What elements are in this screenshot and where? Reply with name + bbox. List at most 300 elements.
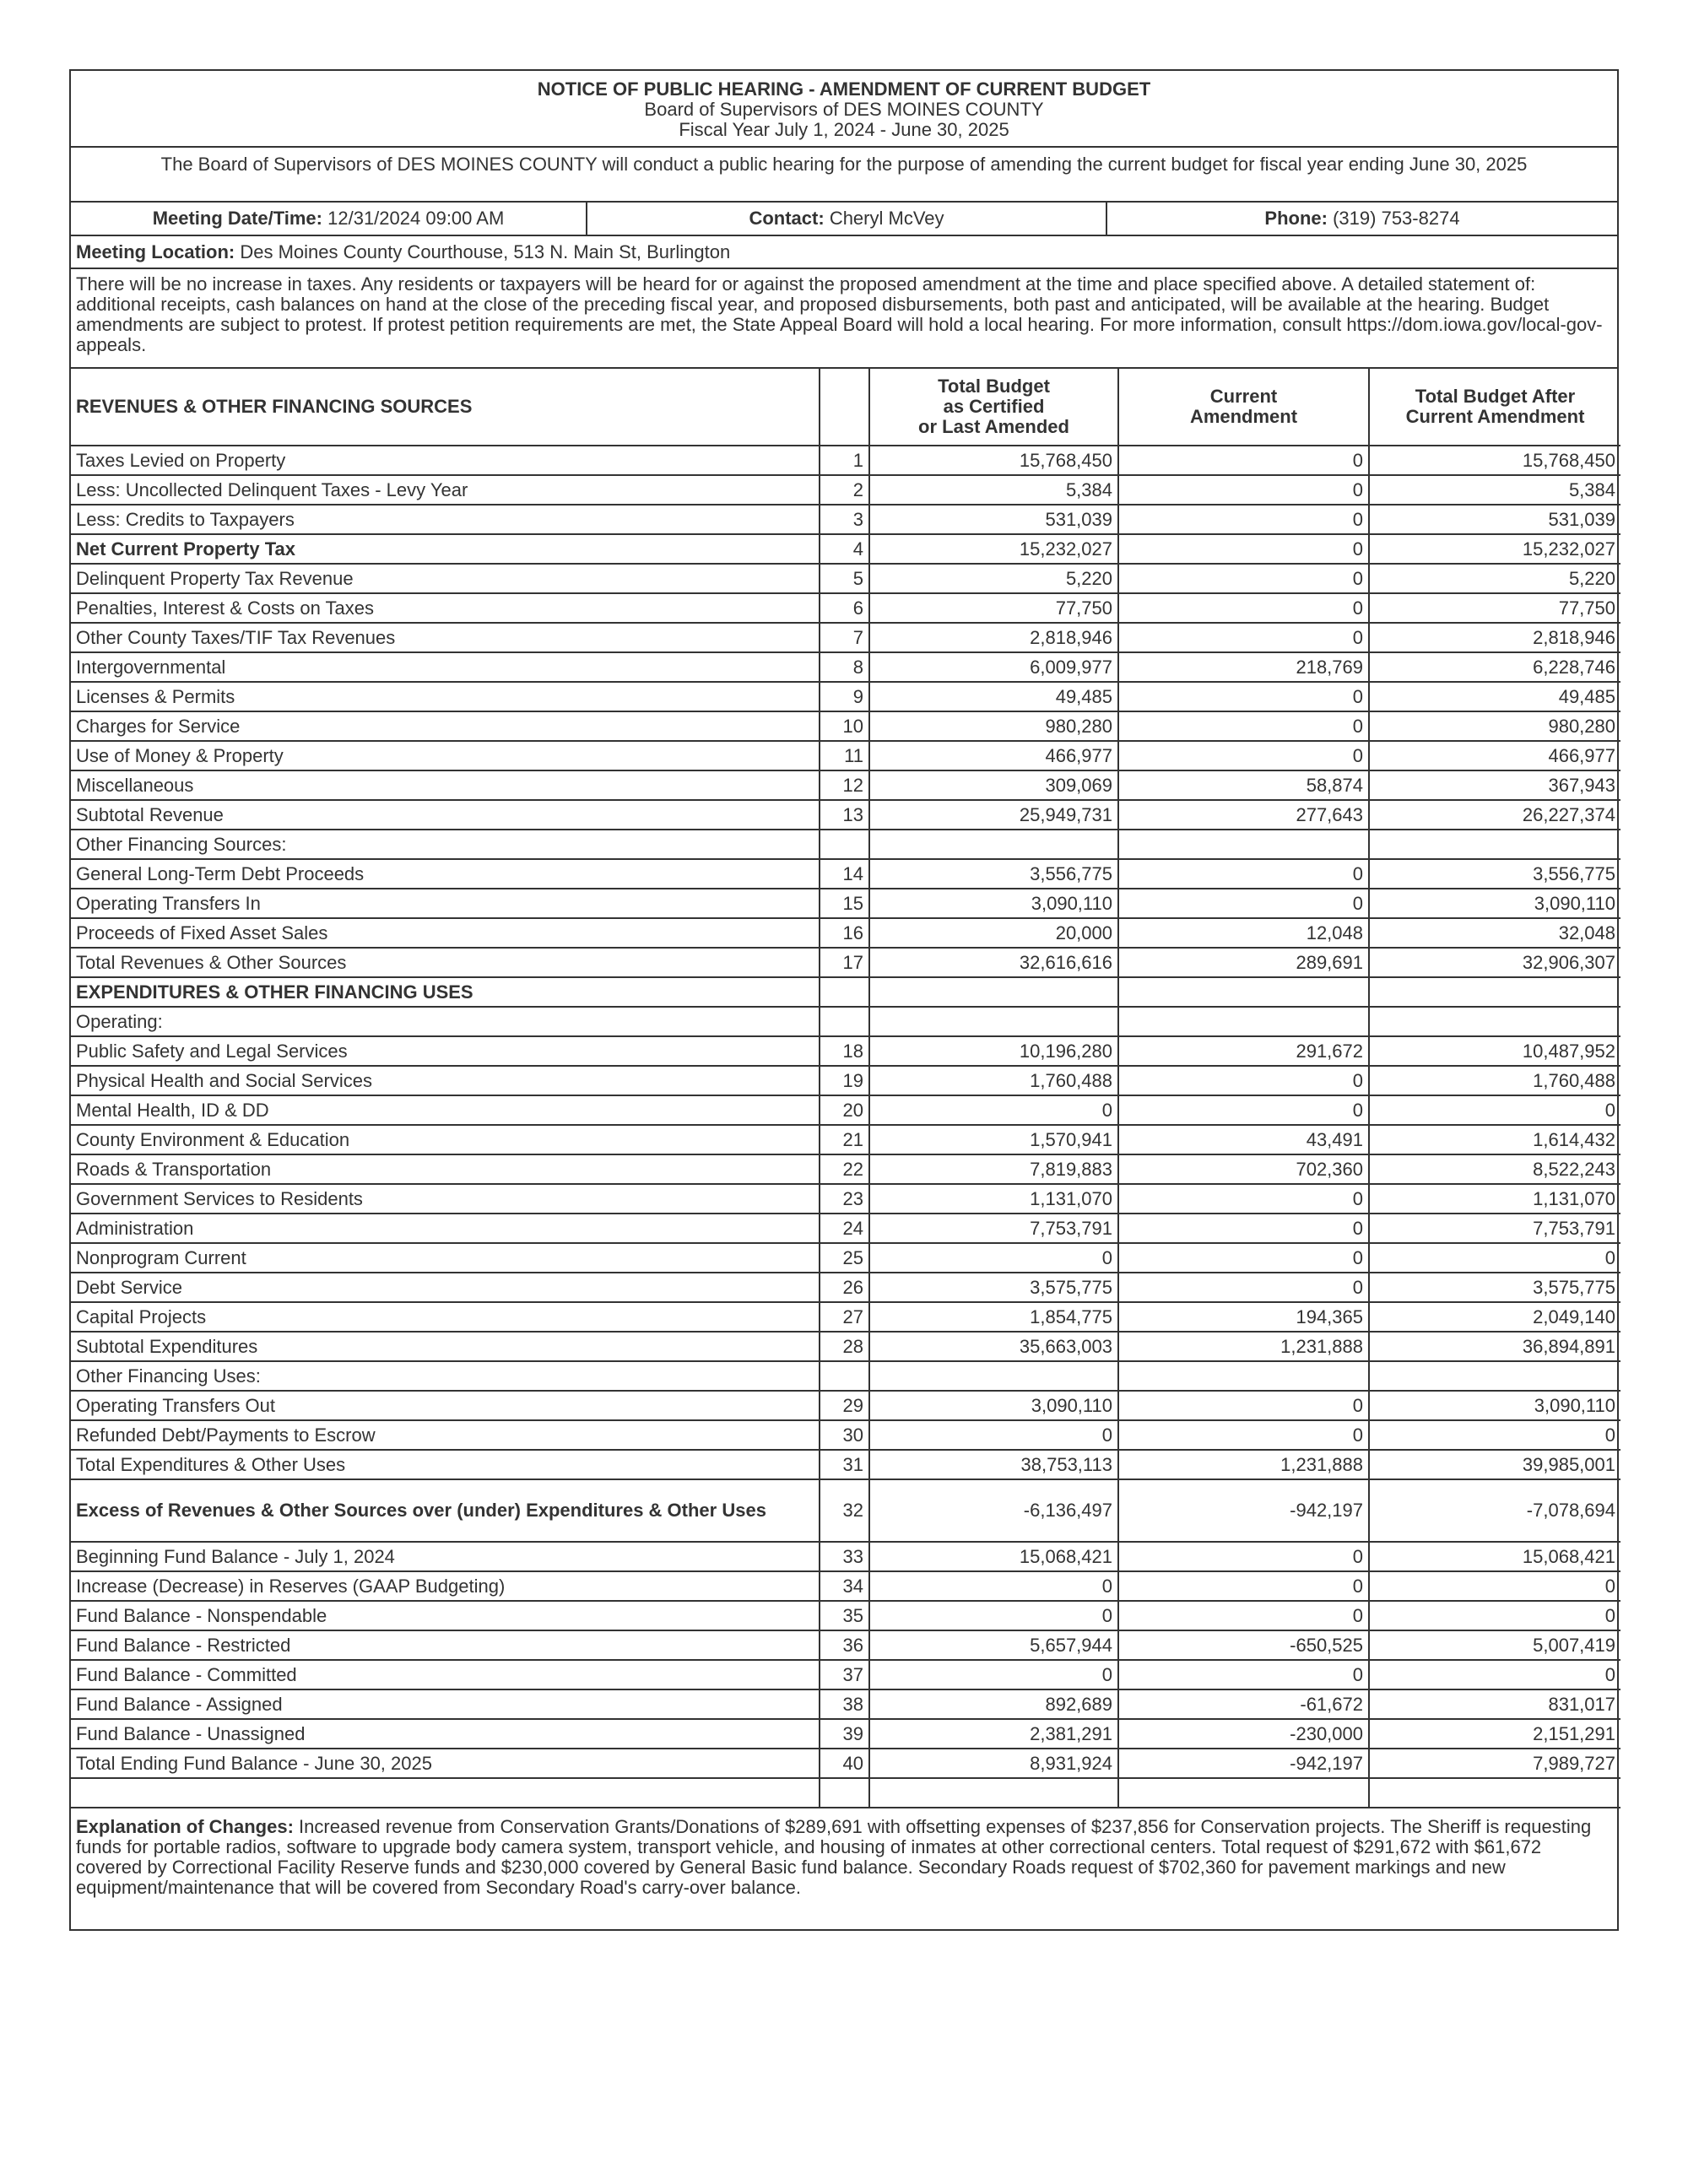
certified-amount [869,977,1118,1007]
amendment-amount: 0 [1118,505,1369,534]
after-amendment-amount: 32,048 [1369,918,1620,948]
table-row [71,1479,1620,1542]
contact-value: Cheryl McVey [829,208,944,229]
table-row [71,534,1620,564]
table-row [71,1302,1620,1332]
line-number: 37 [820,1660,869,1689]
amendment-amount [1118,1007,1369,1036]
certified-header-line2: as Certified [943,396,1045,417]
after-amendment-amount: 26,227,374 [1369,800,1620,830]
certified-amount: 15,068,421 [869,1542,1118,1571]
explanation-text: Increased revenue from Conservation Grants/Donations of $289,691 with offsetting expenses of $237,856 for Conservation projects. The Sheriff is requesting funds for portable radios, software to upgrade body camera system, transport vehicle, and housing of inmates at other correctional centers. Total request of $291,672 with $61,672 covered by Correctional Facility Reserve funds and $230,000 covered by General Basic fund balance. Secondary Roads request of $702,360 for pavement markings and new equipment/maintenance that will be covered from Secondary Road's carry-over balance. [76,1816,1592,1898]
table-row [71,800,1620,830]
amendment-amount: 289,691 [1118,948,1369,977]
amendment-amount: 0 [1118,1184,1369,1214]
meeting-phone [1107,203,1617,235]
table-row [71,1601,1620,1630]
after-amendment-amount [1369,977,1620,1007]
table-row [71,1214,1620,1243]
table-row [71,948,1620,977]
table-row [71,1630,1620,1660]
amendment-amount: 0 [1118,1542,1369,1571]
line-number: 7 [820,623,869,652]
after-amendment-amount: 15,232,027 [1369,534,1620,564]
line-number: 19 [820,1066,869,1095]
notice-header [71,71,1617,148]
line-number: 13 [820,800,869,830]
meeting-datetime [71,203,587,235]
row-label: Subtotal Expenditures [71,1332,820,1361]
table-row [71,1749,1620,1778]
meeting-datetime-label: Meeting Date/Time: [152,208,322,229]
amendment-amount: 0 [1118,1273,1369,1302]
certified-amount: 15,768,450 [869,446,1118,475]
line-number: 2 [820,475,869,505]
certified-amount: 1,570,941 [869,1125,1118,1154]
table-row [71,1571,1620,1601]
amendment-amount: 291,672 [1118,1036,1369,1066]
disclaimer-text: There will be no increase in taxes. Any residents or taxpayers will be heard for or against the proposed amendment at the time and place specified above. A detailed statement of: additional receipts, cash balances on hand at the close of the preceding fiscal year, and proposed disbursements, both past and anticipated, will be available at the hearing. Budget amendments are subject to protest. If protest petition requirements are met, the State Appeal Board will hold a local hearing. For more information, consult https://dom.iowa.gov/local-gov-appeals. [71,269,1617,369]
row-label: Fund Balance - Committed [71,1660,820,1689]
certified-amount: 309,069 [869,770,1118,800]
row-label: Use of Money & Property [71,741,820,770]
row-label: Roads & Transportation [71,1154,820,1184]
amendment-header-line2: Amendment [1189,406,1298,427]
certified-amount: 5,220 [869,564,1118,593]
after-amendment-amount: 6,228,746 [1369,652,1620,682]
certified-amount: 8,931,924 [869,1749,1118,1778]
table-row [71,593,1620,623]
table-row [71,564,1620,593]
after-amendment-amount: 831,017 [1369,1689,1620,1719]
certified-amount: 49,485 [869,682,1118,711]
certified-amount: 3,090,110 [869,889,1118,918]
row-label [71,1778,820,1808]
notice-title: NOTICE OF PUBLIC HEARING - AMENDMENT OF CURRENT BUDGET [537,78,1151,100]
amendment-amount: 0 [1118,446,1369,475]
line-number: 5 [820,564,869,593]
table-row [71,1778,1620,1808]
amendment-amount [1118,1778,1369,1808]
table-row [71,1007,1620,1036]
after-amendment-amount [1369,830,1620,859]
row-label: EXPENDITURES & OTHER FINANCING USES [71,977,820,1007]
certified-header-line3: or Last Amended [918,416,1069,437]
line-number [820,1361,869,1391]
amendment-amount: 0 [1118,1243,1369,1273]
after-amendment-amount: 49,485 [1369,682,1620,711]
amendment-header-line1: Current [1209,386,1278,407]
budget-amendment-notice [69,69,1619,1931]
row-label: Penalties, Interest & Costs on Taxes [71,593,820,623]
current-amendment-header [1118,369,1369,446]
table-row [71,1125,1620,1154]
certified-amount: -6,136,497 [869,1479,1118,1542]
after-amendment-amount: 8,522,243 [1369,1154,1620,1184]
table-row [71,711,1620,741]
amendment-amount: 1,231,888 [1118,1450,1369,1479]
certified-amount: 6,009,977 [869,652,1118,682]
line-number: 24 [820,1214,869,1243]
table-row [71,1154,1620,1184]
table-row [71,1420,1620,1450]
line-number [820,977,869,1007]
table-row [71,1391,1620,1420]
table-row [71,1542,1620,1571]
after-amendment-amount: 15,768,450 [1369,446,1620,475]
location-label: Meeting Location: [76,241,235,262]
after-amendment-amount: 2,818,946 [1369,623,1620,652]
table-row [71,446,1620,475]
amendment-amount: 0 [1118,1214,1369,1243]
after-amendment-amount: 1,131,070 [1369,1184,1620,1214]
certified-amount: 5,384 [869,475,1118,505]
amendment-amount: 0 [1118,1601,1369,1630]
line-number: 25 [820,1243,869,1273]
line-number: 10 [820,711,869,741]
after-amendment-amount: 0 [1369,1571,1620,1601]
table-row [71,1273,1620,1302]
amendment-amount: -650,525 [1118,1630,1369,1660]
table-row [71,475,1620,505]
after-amendment-amount: 5,220 [1369,564,1620,593]
certified-amount: 1,760,488 [869,1066,1118,1095]
certified-amount: 35,663,003 [869,1332,1118,1361]
table-row [71,1450,1620,1479]
line-number: 23 [820,1184,869,1214]
table-row [71,1689,1620,1719]
amendment-amount: 218,769 [1118,652,1369,682]
line-number: 16 [820,918,869,948]
certified-amount: 2,818,946 [869,623,1118,652]
certified-amount: 3,090,110 [869,1391,1118,1420]
explanation-label: Explanation of Changes: [76,1816,294,1837]
amendment-amount: -61,672 [1118,1689,1369,1719]
row-label: Mental Health, ID & DD [71,1095,820,1125]
table-header-row [71,369,1620,446]
contact-label: Contact: [749,208,825,229]
line-number: 36 [820,1630,869,1660]
certified-amount: 77,750 [869,593,1118,623]
after-amendment-amount: 7,753,791 [1369,1214,1620,1243]
after-amendment-amount: 0 [1369,1601,1620,1630]
line-number: 17 [820,948,869,977]
row-label: Government Services to Residents [71,1184,820,1214]
amendment-amount: 1,231,888 [1118,1332,1369,1361]
certified-budget-header [869,369,1118,446]
row-label: Excess of Revenues & Other Sources over (under) Expenditures & Other Uses [71,1479,820,1542]
certified-amount: 0 [869,1420,1118,1450]
line-number: 21 [820,1125,869,1154]
table-row [71,505,1620,534]
after-amendment-amount: 32,906,307 [1369,948,1620,977]
amendment-amount: 58,874 [1118,770,1369,800]
certified-amount: 15,232,027 [869,534,1118,564]
certified-header-line1: Total Budget [938,376,1050,397]
row-label: County Environment & Education [71,1125,820,1154]
row-label: Intergovernmental [71,652,820,682]
after-amendment-amount: 5,007,419 [1369,1630,1620,1660]
after-amendment-amount: 0 [1369,1420,1620,1450]
budget-table [71,369,1620,1808]
amendment-amount: 702,360 [1118,1154,1369,1184]
row-label: Administration [71,1214,820,1243]
meeting-location [71,236,1617,269]
after-amendment-amount: 3,575,775 [1369,1273,1620,1302]
row-label: Charges for Service [71,711,820,741]
line-number: 9 [820,682,869,711]
meeting-info-row [71,203,1617,236]
after-amendment-amount: 36,894,891 [1369,1332,1620,1361]
after-header-line1: Total Budget After [1415,386,1576,407]
row-label: Delinquent Property Tax Revenue [71,564,820,593]
intro-statement: The Board of Supervisors of DES MOINES COUNTY will conduct a public hearing for the purpose of amending the current budget for fiscal year ending June 30, 2025 [71,148,1617,203]
total-after-amendment-header [1369,369,1620,446]
after-amendment-amount: 531,039 [1369,505,1620,534]
certified-amount [869,1007,1118,1036]
row-label: Physical Health and Social Services [71,1066,820,1095]
amendment-amount: 0 [1118,1571,1369,1601]
meeting-contact [587,203,1107,235]
line-number: 6 [820,593,869,623]
row-label: Public Safety and Legal Services [71,1036,820,1066]
table-row [71,1660,1620,1689]
table-row [71,652,1620,682]
after-amendment-amount: 980,280 [1369,711,1620,741]
after-amendment-amount: 466,977 [1369,741,1620,770]
certified-amount: 531,039 [869,505,1118,534]
line-number: 31 [820,1450,869,1479]
certified-amount: 1,131,070 [869,1184,1118,1214]
line-number [820,1778,869,1808]
amendment-amount [1118,830,1369,859]
certified-amount: 3,575,775 [869,1273,1118,1302]
table-row [71,918,1620,948]
row-label: Subtotal Revenue [71,800,820,830]
after-amendment-amount: 3,090,110 [1369,889,1620,918]
row-label: Net Current Property Tax [71,534,820,564]
line-number: 33 [820,1542,869,1571]
row-label: General Long-Term Debt Proceeds [71,859,820,889]
line-number: 30 [820,1420,869,1450]
row-label: Other Financing Uses: [71,1361,820,1391]
table-row [71,1095,1620,1125]
after-amendment-amount: 1,614,432 [1369,1125,1620,1154]
line-number: 22 [820,1154,869,1184]
phone-label: Phone: [1264,208,1328,229]
row-label: Taxes Levied on Property [71,446,820,475]
certified-amount: 892,689 [869,1689,1118,1719]
row-label: Operating Transfers In [71,889,820,918]
table-row [71,623,1620,652]
certified-amount: 38,753,113 [869,1450,1118,1479]
amendment-amount: 0 [1118,534,1369,564]
after-amendment-amount [1369,1778,1620,1808]
amendment-amount: 0 [1118,1391,1369,1420]
row-label: Fund Balance - Nonspendable [71,1601,820,1630]
after-amendment-amount: 77,750 [1369,593,1620,623]
amendment-amount: 0 [1118,593,1369,623]
amendment-amount: 0 [1118,889,1369,918]
row-label: Increase (Decrease) in Reserves (GAAP Budgeting) [71,1571,820,1601]
after-amendment-amount: 5,384 [1369,475,1620,505]
line-number-header [820,369,869,446]
after-header-line2: Current Amendment [1405,406,1585,427]
after-amendment-amount: 10,487,952 [1369,1036,1620,1066]
line-number: 40 [820,1749,869,1778]
table-row [71,770,1620,800]
row-label: Fund Balance - Unassigned [71,1719,820,1749]
certified-amount: 0 [869,1095,1118,1125]
amendment-amount: 0 [1118,741,1369,770]
certified-amount: 5,657,944 [869,1630,1118,1660]
row-label: Other Financing Sources: [71,830,820,859]
table-row [71,741,1620,770]
certified-amount: 25,949,731 [869,800,1118,830]
certified-amount [869,1361,1118,1391]
table-row [71,1361,1620,1391]
amendment-amount: 43,491 [1118,1125,1369,1154]
certified-amount: 10,196,280 [869,1036,1118,1066]
line-number: 12 [820,770,869,800]
certified-amount: 0 [869,1571,1118,1601]
notice-subtitle: Board of Supervisors of DES MOINES COUNTY [644,99,1044,120]
certified-amount [869,830,1118,859]
table-row [71,1066,1620,1095]
amendment-amount: -942,197 [1118,1479,1369,1542]
row-label: Fund Balance - Restricted [71,1630,820,1660]
amendment-amount: 0 [1118,623,1369,652]
table-row [71,1036,1620,1066]
amendment-amount: 0 [1118,1095,1369,1125]
after-amendment-amount: 3,556,775 [1369,859,1620,889]
table-row [71,859,1620,889]
fiscal-year: Fiscal Year July 1, 2024 - June 30, 2025 [679,119,1009,140]
row-label: Total Revenues & Other Sources [71,948,820,977]
row-label: Refunded Debt/Payments to Escrow [71,1420,820,1450]
amendment-amount: 0 [1118,1660,1369,1689]
amendment-amount: -230,000 [1118,1719,1369,1749]
certified-amount: 0 [869,1601,1118,1630]
certified-amount: 0 [869,1660,1118,1689]
line-number [820,1007,869,1036]
after-amendment-amount: 0 [1369,1660,1620,1689]
line-number: 20 [820,1095,869,1125]
table-row [71,977,1620,1007]
row-label: Operating: [71,1007,820,1036]
after-amendment-amount: 0 [1369,1095,1620,1125]
amendment-amount: 0 [1118,711,1369,741]
row-label: Other County Taxes/TIF Tax Revenues [71,623,820,652]
amendment-amount: 0 [1118,682,1369,711]
row-label: Fund Balance - Assigned [71,1689,820,1719]
certified-amount: 32,616,616 [869,948,1118,977]
amendment-amount [1118,977,1369,1007]
line-number: 3 [820,505,869,534]
row-label: Less: Uncollected Delinquent Taxes - Levy Year [71,475,820,505]
certified-amount: 7,819,883 [869,1154,1118,1184]
after-amendment-amount: -7,078,694 [1369,1479,1620,1542]
line-number: 1 [820,446,869,475]
amendment-amount: 0 [1118,1066,1369,1095]
after-amendment-amount: 2,049,140 [1369,1302,1620,1332]
certified-amount: 3,556,775 [869,859,1118,889]
certified-amount: 7,753,791 [869,1214,1118,1243]
certified-amount: 466,977 [869,741,1118,770]
certified-amount: 1,854,775 [869,1302,1118,1332]
amendment-amount [1118,1361,1369,1391]
line-number: 39 [820,1719,869,1749]
table-row [71,1243,1620,1273]
meeting-datetime-value: 12/31/2024 09:00 AM [327,208,505,229]
line-number: 15 [820,889,869,918]
certified-amount: 980,280 [869,711,1118,741]
after-amendment-amount: 7,989,727 [1369,1749,1620,1778]
line-number: 32 [820,1479,869,1542]
explanation-of-changes [71,1808,1617,1929]
line-number: 38 [820,1689,869,1719]
amendment-amount: 12,048 [1118,918,1369,948]
after-amendment-amount: 0 [1369,1243,1620,1273]
line-number: 29 [820,1391,869,1420]
table-row [71,830,1620,859]
after-amendment-amount: 15,068,421 [1369,1542,1620,1571]
line-number: 34 [820,1571,869,1601]
after-amendment-amount: 2,151,291 [1369,1719,1620,1749]
phone-value: (319) 753-8274 [1333,208,1460,229]
line-number: 26 [820,1273,869,1302]
amendment-amount: -942,197 [1118,1749,1369,1778]
table-row [71,1719,1620,1749]
row-label: Operating Transfers Out [71,1391,820,1420]
row-label: Less: Credits to Taxpayers [71,505,820,534]
row-label: Nonprogram Current [71,1243,820,1273]
after-amendment-amount: 367,943 [1369,770,1620,800]
after-amendment-amount: 3,090,110 [1369,1391,1620,1420]
amendment-amount: 0 [1118,475,1369,505]
budget-table-body [71,446,1620,1808]
row-label: Capital Projects [71,1302,820,1332]
row-label: Total Ending Fund Balance - June 30, 2025 [71,1749,820,1778]
table-row [71,889,1620,918]
after-amendment-amount [1369,1361,1620,1391]
row-label: Proceeds of Fixed Asset Sales [71,918,820,948]
row-label: Total Expenditures & Other Uses [71,1450,820,1479]
location-value: Des Moines County Courthouse, 513 N. Main St, Burlington [240,241,731,262]
line-number: 28 [820,1332,869,1361]
amendment-amount: 0 [1118,564,1369,593]
after-amendment-amount [1369,1007,1620,1036]
row-label: Beginning Fund Balance - July 1, 2024 [71,1542,820,1571]
row-label: Debt Service [71,1273,820,1302]
table-row [71,1332,1620,1361]
line-number: 18 [820,1036,869,1066]
line-number: 27 [820,1302,869,1332]
line-number: 14 [820,859,869,889]
row-label: Miscellaneous [71,770,820,800]
line-number: 8 [820,652,869,682]
revenues-section-header: REVENUES & OTHER FINANCING SOURCES [71,369,820,446]
line-number: 11 [820,741,869,770]
row-label: Licenses & Permits [71,682,820,711]
table-row [71,682,1620,711]
line-number: 4 [820,534,869,564]
after-amendment-amount: 1,760,488 [1369,1066,1620,1095]
certified-amount [869,1778,1118,1808]
line-number [820,830,869,859]
amendment-amount: 194,365 [1118,1302,1369,1332]
table-row [71,1184,1620,1214]
